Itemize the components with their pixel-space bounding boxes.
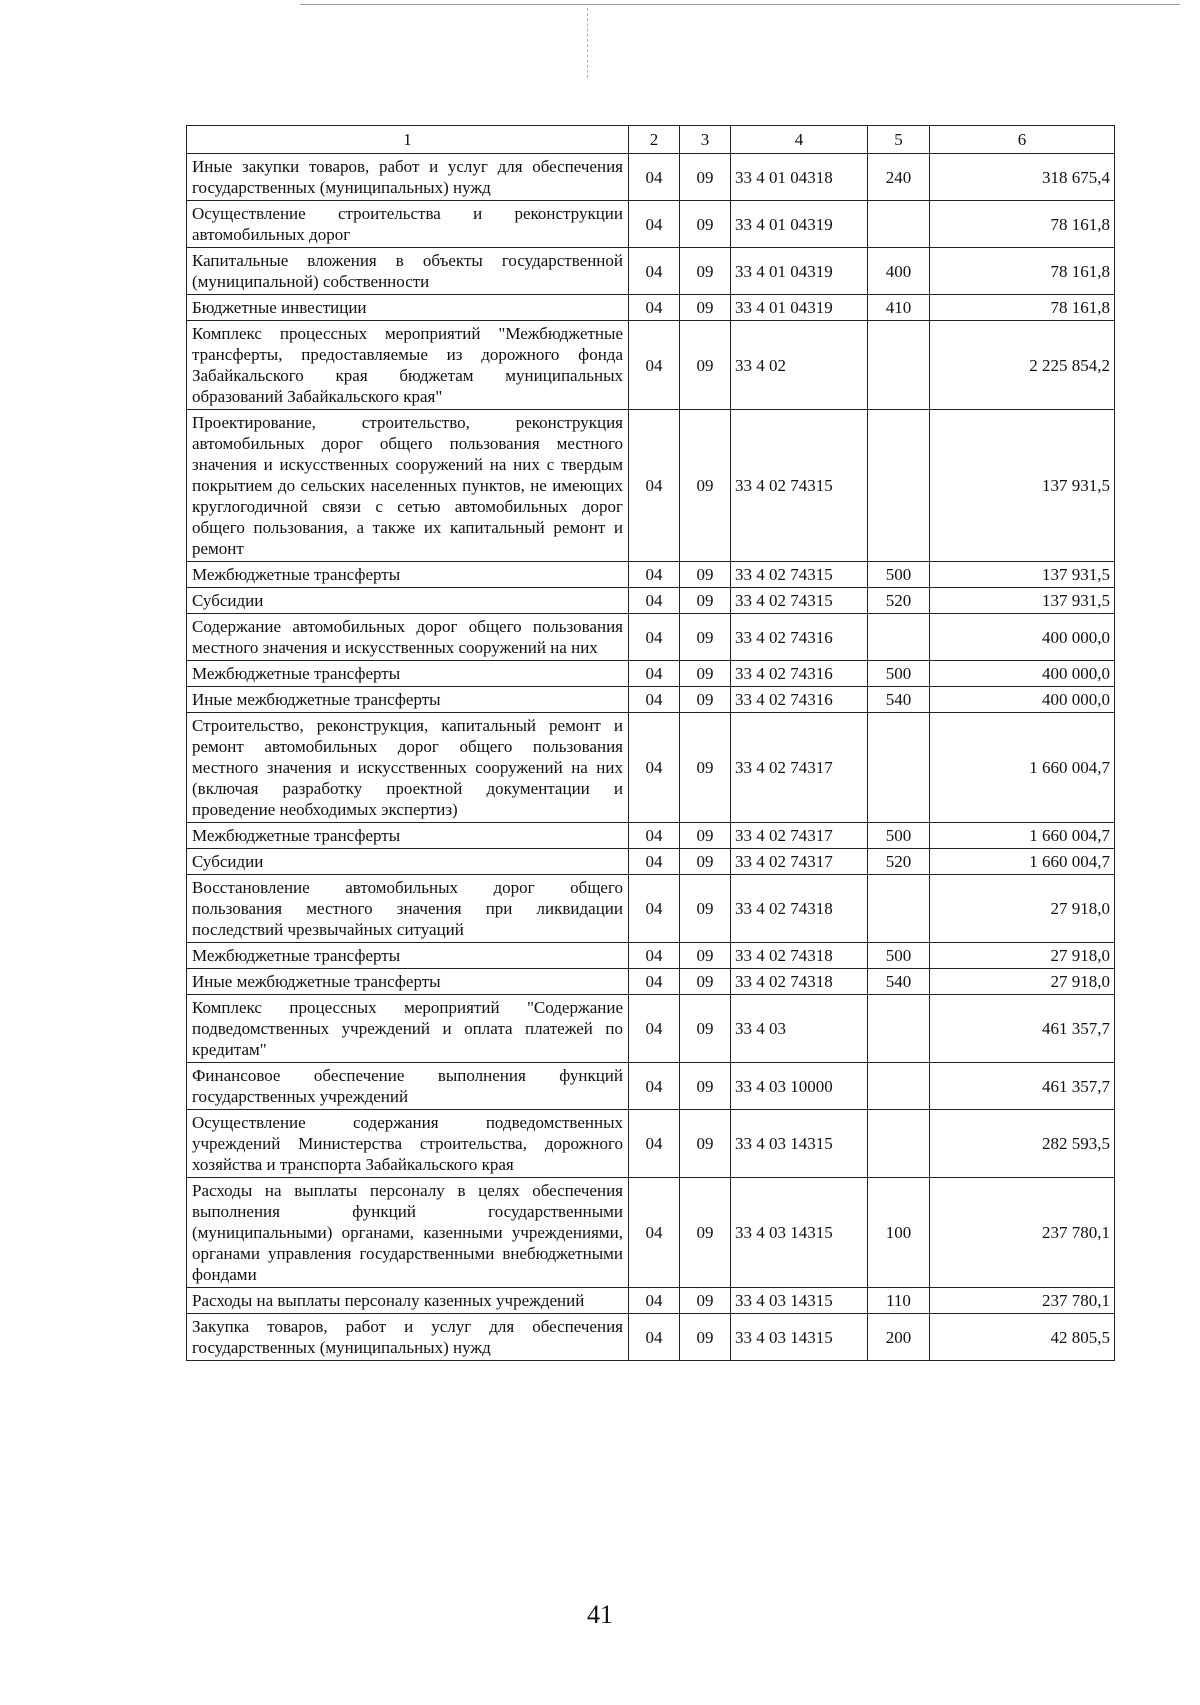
row-name: Расходы на выплаты персоналу в целях обеспечения выполнения функций государственными (муниципальными) органами, казенными учреждениями, органами управления государственными внебюджетными фондами	[187, 1178, 629, 1288]
row-name: Содержание автомобильных дорог общего пользования местного значения и искусственных сооружений на них	[187, 614, 629, 661]
table-row	[187, 562, 1115, 588]
row-subsection: 09	[680, 1314, 731, 1361]
row-expense-type: 500	[868, 562, 930, 588]
row-section: 04	[629, 713, 680, 823]
table-row	[187, 1314, 1115, 1361]
table-row	[187, 713, 1115, 823]
row-name: Бюджетные инвестиции	[187, 295, 629, 321]
header-col-6: 6	[930, 126, 1115, 154]
row-subsection: 09	[680, 969, 731, 995]
row-expense-type	[868, 201, 930, 248]
row-amount: 461 357,7	[930, 995, 1115, 1063]
table-row	[187, 1288, 1115, 1314]
row-expense-type: 500	[868, 661, 930, 687]
row-target-code: 33 4 02 74315	[731, 410, 868, 562]
table-row	[187, 969, 1115, 995]
row-target-code: 33 4 01 04318	[731, 154, 868, 201]
row-subsection: 09	[680, 661, 731, 687]
row-amount: 78 161,8	[930, 295, 1115, 321]
row-amount: 1 660 004,7	[930, 849, 1115, 875]
table-body	[187, 154, 1115, 1361]
row-expense-type	[868, 410, 930, 562]
table-row	[187, 849, 1115, 875]
row-target-code: 33 4 03 14315	[731, 1110, 868, 1178]
row-section: 04	[629, 562, 680, 588]
row-section: 04	[629, 995, 680, 1063]
row-subsection: 09	[680, 410, 731, 562]
row-amount: 1 660 004,7	[930, 713, 1115, 823]
row-target-code: 33 4 02 74316	[731, 687, 868, 713]
table-row	[187, 201, 1115, 248]
row-subsection: 09	[680, 713, 731, 823]
row-name: Межбюджетные трансферты	[187, 943, 629, 969]
row-subsection: 09	[680, 1063, 731, 1110]
row-name: Субсидии	[187, 588, 629, 614]
header-col-4: 4	[731, 126, 868, 154]
row-section: 04	[629, 823, 680, 849]
row-expense-type: 520	[868, 588, 930, 614]
row-section: 04	[629, 1314, 680, 1361]
row-expense-type: 200	[868, 1314, 930, 1361]
row-subsection: 09	[680, 248, 731, 295]
row-section: 04	[629, 1110, 680, 1178]
row-expense-type: 240	[868, 154, 930, 201]
row-name: Финансовое обеспечение выполнения функций государственных учреждений	[187, 1063, 629, 1110]
row-target-code: 33 4 01 04319	[731, 248, 868, 295]
row-target-code: 33 4 02 74317	[731, 713, 868, 823]
row-target-code: 33 4 02 74316	[731, 661, 868, 687]
row-section: 04	[629, 661, 680, 687]
page-number: 41	[587, 1600, 613, 1629]
row-amount: 237 780,1	[930, 1178, 1115, 1288]
row-expense-type: 500	[868, 823, 930, 849]
row-section: 04	[629, 588, 680, 614]
row-amount: 318 675,4	[930, 154, 1115, 201]
row-section: 04	[629, 875, 680, 943]
row-target-code: 33 4 02 74315	[731, 562, 868, 588]
row-expense-type	[868, 614, 930, 661]
row-expense-type	[868, 875, 930, 943]
row-target-code: 33 4 02 74317	[731, 823, 868, 849]
row-target-code: 33 4 02 74317	[731, 849, 868, 875]
table-row	[187, 248, 1115, 295]
row-amount: 400 000,0	[930, 614, 1115, 661]
row-section: 04	[629, 943, 680, 969]
row-name: Межбюджетные трансферты	[187, 823, 629, 849]
row-subsection: 09	[680, 687, 731, 713]
row-target-code: 33 4 01 04319	[731, 295, 868, 321]
row-subsection: 09	[680, 875, 731, 943]
row-subsection: 09	[680, 154, 731, 201]
row-amount: 137 931,5	[930, 410, 1115, 562]
row-section: 04	[629, 1288, 680, 1314]
row-expense-type: 400	[868, 248, 930, 295]
table-row	[187, 687, 1115, 713]
row-target-code: 33 4 02 74318	[731, 969, 868, 995]
row-amount: 1 660 004,7	[930, 823, 1115, 849]
row-target-code: 33 4 02	[731, 321, 868, 410]
row-name: Капитальные вложения в объекты государственной (муниципальной) собственности	[187, 248, 629, 295]
row-amount: 137 931,5	[930, 588, 1115, 614]
row-amount: 27 918,0	[930, 969, 1115, 995]
row-section: 04	[629, 410, 680, 562]
table-row	[187, 588, 1115, 614]
row-name: Осуществление содержания подведомственных учреждений Министерства строительства, дорожного хозяйства и транспорта Забайкальского края	[187, 1110, 629, 1178]
row-section: 04	[629, 687, 680, 713]
row-expense-type: 540	[868, 687, 930, 713]
row-section: 04	[629, 154, 680, 201]
row-amount: 237 780,1	[930, 1288, 1115, 1314]
row-name: Межбюджетные трансферты	[187, 661, 629, 687]
row-subsection: 09	[680, 849, 731, 875]
table-row	[187, 875, 1115, 943]
scan-artifact-tick	[587, 8, 589, 78]
row-subsection: 09	[680, 823, 731, 849]
table-row	[187, 823, 1115, 849]
row-name: Проектирование, строительство, реконструкция автомобильных дорог общего пользования местного значения и искусственных сооружений на них с твердым покрытием до сельских населенных пунктов, не имеющих круглогодичной связи с сетью автомобильных дорог общего пользования, а также их капитальный ремонт и ремонт	[187, 410, 629, 562]
row-expense-type	[868, 1063, 930, 1110]
table-header-row	[187, 126, 1115, 154]
row-subsection: 09	[680, 995, 731, 1063]
row-section: 04	[629, 1063, 680, 1110]
table-row	[187, 995, 1115, 1063]
table-row	[187, 661, 1115, 687]
scan-artifact-line	[300, 4, 1180, 5]
row-section: 04	[629, 1178, 680, 1288]
row-expense-type	[868, 995, 930, 1063]
budget-table	[186, 125, 1115, 1361]
row-name: Закупка товаров, работ и услуг для обеспечения государственных (муниципальных) нужд	[187, 1314, 629, 1361]
row-name: Межбюджетные трансферты	[187, 562, 629, 588]
row-section: 04	[629, 248, 680, 295]
row-amount: 400 000,0	[930, 661, 1115, 687]
row-amount: 461 357,7	[930, 1063, 1115, 1110]
header-col-5: 5	[868, 126, 930, 154]
row-target-code: 33 4 03 14315	[731, 1178, 868, 1288]
row-name: Субсидии	[187, 849, 629, 875]
row-name: Осуществление строительства и реконструкции автомобильных дорог	[187, 201, 629, 248]
row-expense-type: 100	[868, 1178, 930, 1288]
row-subsection: 09	[680, 1178, 731, 1288]
table-row	[187, 410, 1115, 562]
row-expense-type: 540	[868, 969, 930, 995]
row-subsection: 09	[680, 588, 731, 614]
row-name: Иные закупки товаров, работ и услуг для обеспечения государственных (муниципальных) нужд	[187, 154, 629, 201]
row-target-code: 33 4 03 14315	[731, 1288, 868, 1314]
row-expense-type	[868, 1110, 930, 1178]
row-name: Строительство, реконструкция, капитальный ремонт и ремонт автомобильных дорог общего пользования местного значения и искусственных сооружений на них (включая разработку проектной документации и проведение необходимых экспертиз)	[187, 713, 629, 823]
row-name: Иные межбюджетные трансферты	[187, 687, 629, 713]
row-section: 04	[629, 849, 680, 875]
row-target-code: 33 4 02 74318	[731, 943, 868, 969]
header-col-1: 1	[187, 126, 629, 154]
row-amount: 42 805,5	[930, 1314, 1115, 1361]
row-target-code: 33 4 02 74318	[731, 875, 868, 943]
table-row	[187, 614, 1115, 661]
row-target-code: 33 4 02 74315	[731, 588, 868, 614]
row-target-code: 33 4 01 04319	[731, 201, 868, 248]
row-section: 04	[629, 201, 680, 248]
row-subsection: 09	[680, 201, 731, 248]
row-expense-type: 410	[868, 295, 930, 321]
row-amount: 400 000,0	[930, 687, 1115, 713]
row-section: 04	[629, 321, 680, 410]
table-row	[187, 1178, 1115, 1288]
row-target-code: 33 4 03 10000	[731, 1063, 868, 1110]
header-col-2: 2	[629, 126, 680, 154]
row-section: 04	[629, 295, 680, 321]
row-expense-type	[868, 321, 930, 410]
row-amount: 282 593,5	[930, 1110, 1115, 1178]
table-row	[187, 154, 1115, 201]
row-name: Комплекс процессных мероприятий "Межбюджетные трансферты, предоставляемые из дорожного фонда Забайкальского края бюджетам муниципальных образований Забайкальского края"	[187, 321, 629, 410]
table-row	[187, 1063, 1115, 1110]
row-amount: 27 918,0	[930, 943, 1115, 969]
table-row	[187, 321, 1115, 410]
row-subsection: 09	[680, 614, 731, 661]
row-amount: 27 918,0	[930, 875, 1115, 943]
row-subsection: 09	[680, 1110, 731, 1178]
row-name: Восстановление автомобильных дорог общего пользования местного значения при ликвидации последствий чрезвычайных ситуаций	[187, 875, 629, 943]
row-target-code: 33 4 03 14315	[731, 1314, 868, 1361]
row-amount: 2 225 854,2	[930, 321, 1115, 410]
row-amount: 78 161,8	[930, 248, 1115, 295]
row-subsection: 09	[680, 295, 731, 321]
row-section: 04	[629, 614, 680, 661]
table-row	[187, 295, 1115, 321]
row-section: 04	[629, 969, 680, 995]
row-subsection: 09	[680, 1288, 731, 1314]
row-name: Расходы на выплаты персоналу казенных учреждений	[187, 1288, 629, 1314]
row-subsection: 09	[680, 943, 731, 969]
row-name: Комплекс процессных мероприятий "Содержание подведомственных учреждений и оплата платежей по кредитам"	[187, 995, 629, 1063]
row-expense-type: 500	[868, 943, 930, 969]
row-target-code: 33 4 02 74316	[731, 614, 868, 661]
row-subsection: 09	[680, 321, 731, 410]
row-amount: 78 161,8	[930, 201, 1115, 248]
row-name: Иные межбюджетные трансферты	[187, 969, 629, 995]
row-target-code: 33 4 03	[731, 995, 868, 1063]
row-expense-type: 110	[868, 1288, 930, 1314]
row-subsection: 09	[680, 562, 731, 588]
row-amount: 137 931,5	[930, 562, 1115, 588]
header-col-3: 3	[680, 126, 731, 154]
table-row	[187, 943, 1115, 969]
row-expense-type	[868, 713, 930, 823]
row-expense-type: 520	[868, 849, 930, 875]
table-row	[187, 1110, 1115, 1178]
